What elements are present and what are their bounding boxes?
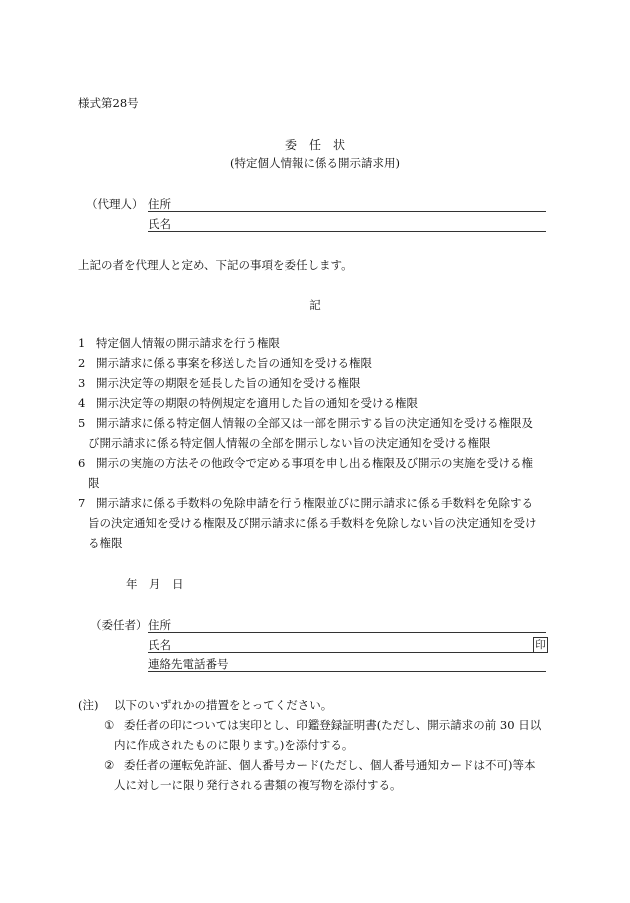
principal-name-label: 氏名 bbox=[148, 638, 171, 652]
authority-item-continuation: 旨の決定通知を受ける権限及び開示請求に係る手数料を免除しない旨の決定通知を受け bbox=[88, 516, 537, 530]
notes-intro: 以下のいずれかの措置をとってください。 bbox=[114, 698, 333, 712]
authority-item bbox=[78, 456, 533, 470]
authority-item-number: 7 bbox=[78, 496, 86, 510]
authority-item bbox=[78, 416, 533, 430]
principal-label: （委任者） bbox=[90, 618, 148, 632]
document-title: 委 任 状 bbox=[284, 138, 345, 152]
authority-item bbox=[78, 496, 533, 510]
authority-item-number: 6 bbox=[78, 456, 86, 470]
authority-item-continuation: び開示請求に係る特定個人情報の全部を開示しない旨の決定通知を受ける権限 bbox=[88, 436, 491, 450]
authority-item-number: 3 bbox=[78, 376, 86, 390]
authority-item bbox=[78, 376, 361, 390]
authority-item-number: 4 bbox=[78, 396, 86, 410]
authority-item-continuation: る権限 bbox=[88, 536, 123, 550]
authority-item-continuation: 限 bbox=[88, 476, 100, 490]
authority-item-text: 開示決定等の期限を延長した旨の通知を受ける権限 bbox=[96, 376, 361, 390]
authority-item-text: 開示請求に係る事案を移送した旨の通知を受ける権限 bbox=[96, 356, 372, 370]
ki-heading: 記 bbox=[309, 298, 321, 312]
authority-item-number: 2 bbox=[78, 356, 86, 370]
principal-name-line[interactable] bbox=[148, 652, 546, 653]
principal-phone-line[interactable] bbox=[148, 671, 546, 672]
note-text-continuation: 内に作成されたものに限ります。)を添付する。 bbox=[114, 738, 354, 752]
agent-name-line[interactable] bbox=[148, 231, 546, 232]
delegation-statement: 上記の者を代理人と定め、下記の事項を委任します。 bbox=[78, 258, 353, 272]
document-subtitle: (特定個人情報に係る開示請求用) bbox=[230, 156, 400, 170]
principal-address-line[interactable] bbox=[148, 632, 546, 633]
date-line: 年 月 日 bbox=[126, 577, 184, 591]
authority-item-text: 開示決定等の期限の特例規定を適用した旨の通知を受ける権限 bbox=[96, 396, 418, 410]
authority-item-text: 開示請求に係る特定個人情報の全部又は一部を開示する旨の決定通知を受ける権限及 bbox=[96, 416, 533, 430]
authority-item-text: 特定個人情報の開示請求を行う権限 bbox=[96, 336, 280, 350]
agent-address-line[interactable] bbox=[148, 211, 546, 212]
principal-phone-label: 連絡先電話番号 bbox=[148, 657, 229, 671]
note-text: 委任者の印については実印とし、印鑑登録証明書(ただし、開示請求の前 30 日以 bbox=[124, 718, 542, 732]
agent-label: （代理人） bbox=[86, 197, 144, 211]
authority-item bbox=[78, 356, 372, 370]
agent-name-label: 氏名 bbox=[148, 217, 171, 231]
principal-address-label: 住所 bbox=[148, 618, 171, 632]
notes-label: (注) bbox=[78, 698, 99, 712]
agent-address-label: 住所 bbox=[148, 197, 171, 211]
authority-item-number: 5 bbox=[78, 416, 86, 430]
note-mark: ② bbox=[104, 758, 115, 772]
form-number: 様式第28号 bbox=[78, 96, 139, 110]
principal-seal: 印 bbox=[533, 637, 548, 653]
authority-item bbox=[78, 336, 280, 350]
authority-item-text: 開示の実施の方法その他政令で定める事項を申し出る権限及び開示の実施を受ける権 bbox=[96, 456, 533, 470]
note-text-continuation: 人に対し一に限り発行される書類の複写物を添付する。 bbox=[114, 778, 402, 792]
note-mark: ① bbox=[104, 718, 115, 732]
authority-item bbox=[78, 396, 418, 410]
note-text: 委任者の運転免許証、個人番号カード(ただし、個人番号通知カードは不可)等本 bbox=[124, 758, 536, 772]
authority-item-number: 1 bbox=[78, 336, 86, 350]
authority-item-text: 開示請求に係る手数料の免除申請を行う権限並びに開示請求に係る手数料を免除する bbox=[96, 496, 533, 510]
